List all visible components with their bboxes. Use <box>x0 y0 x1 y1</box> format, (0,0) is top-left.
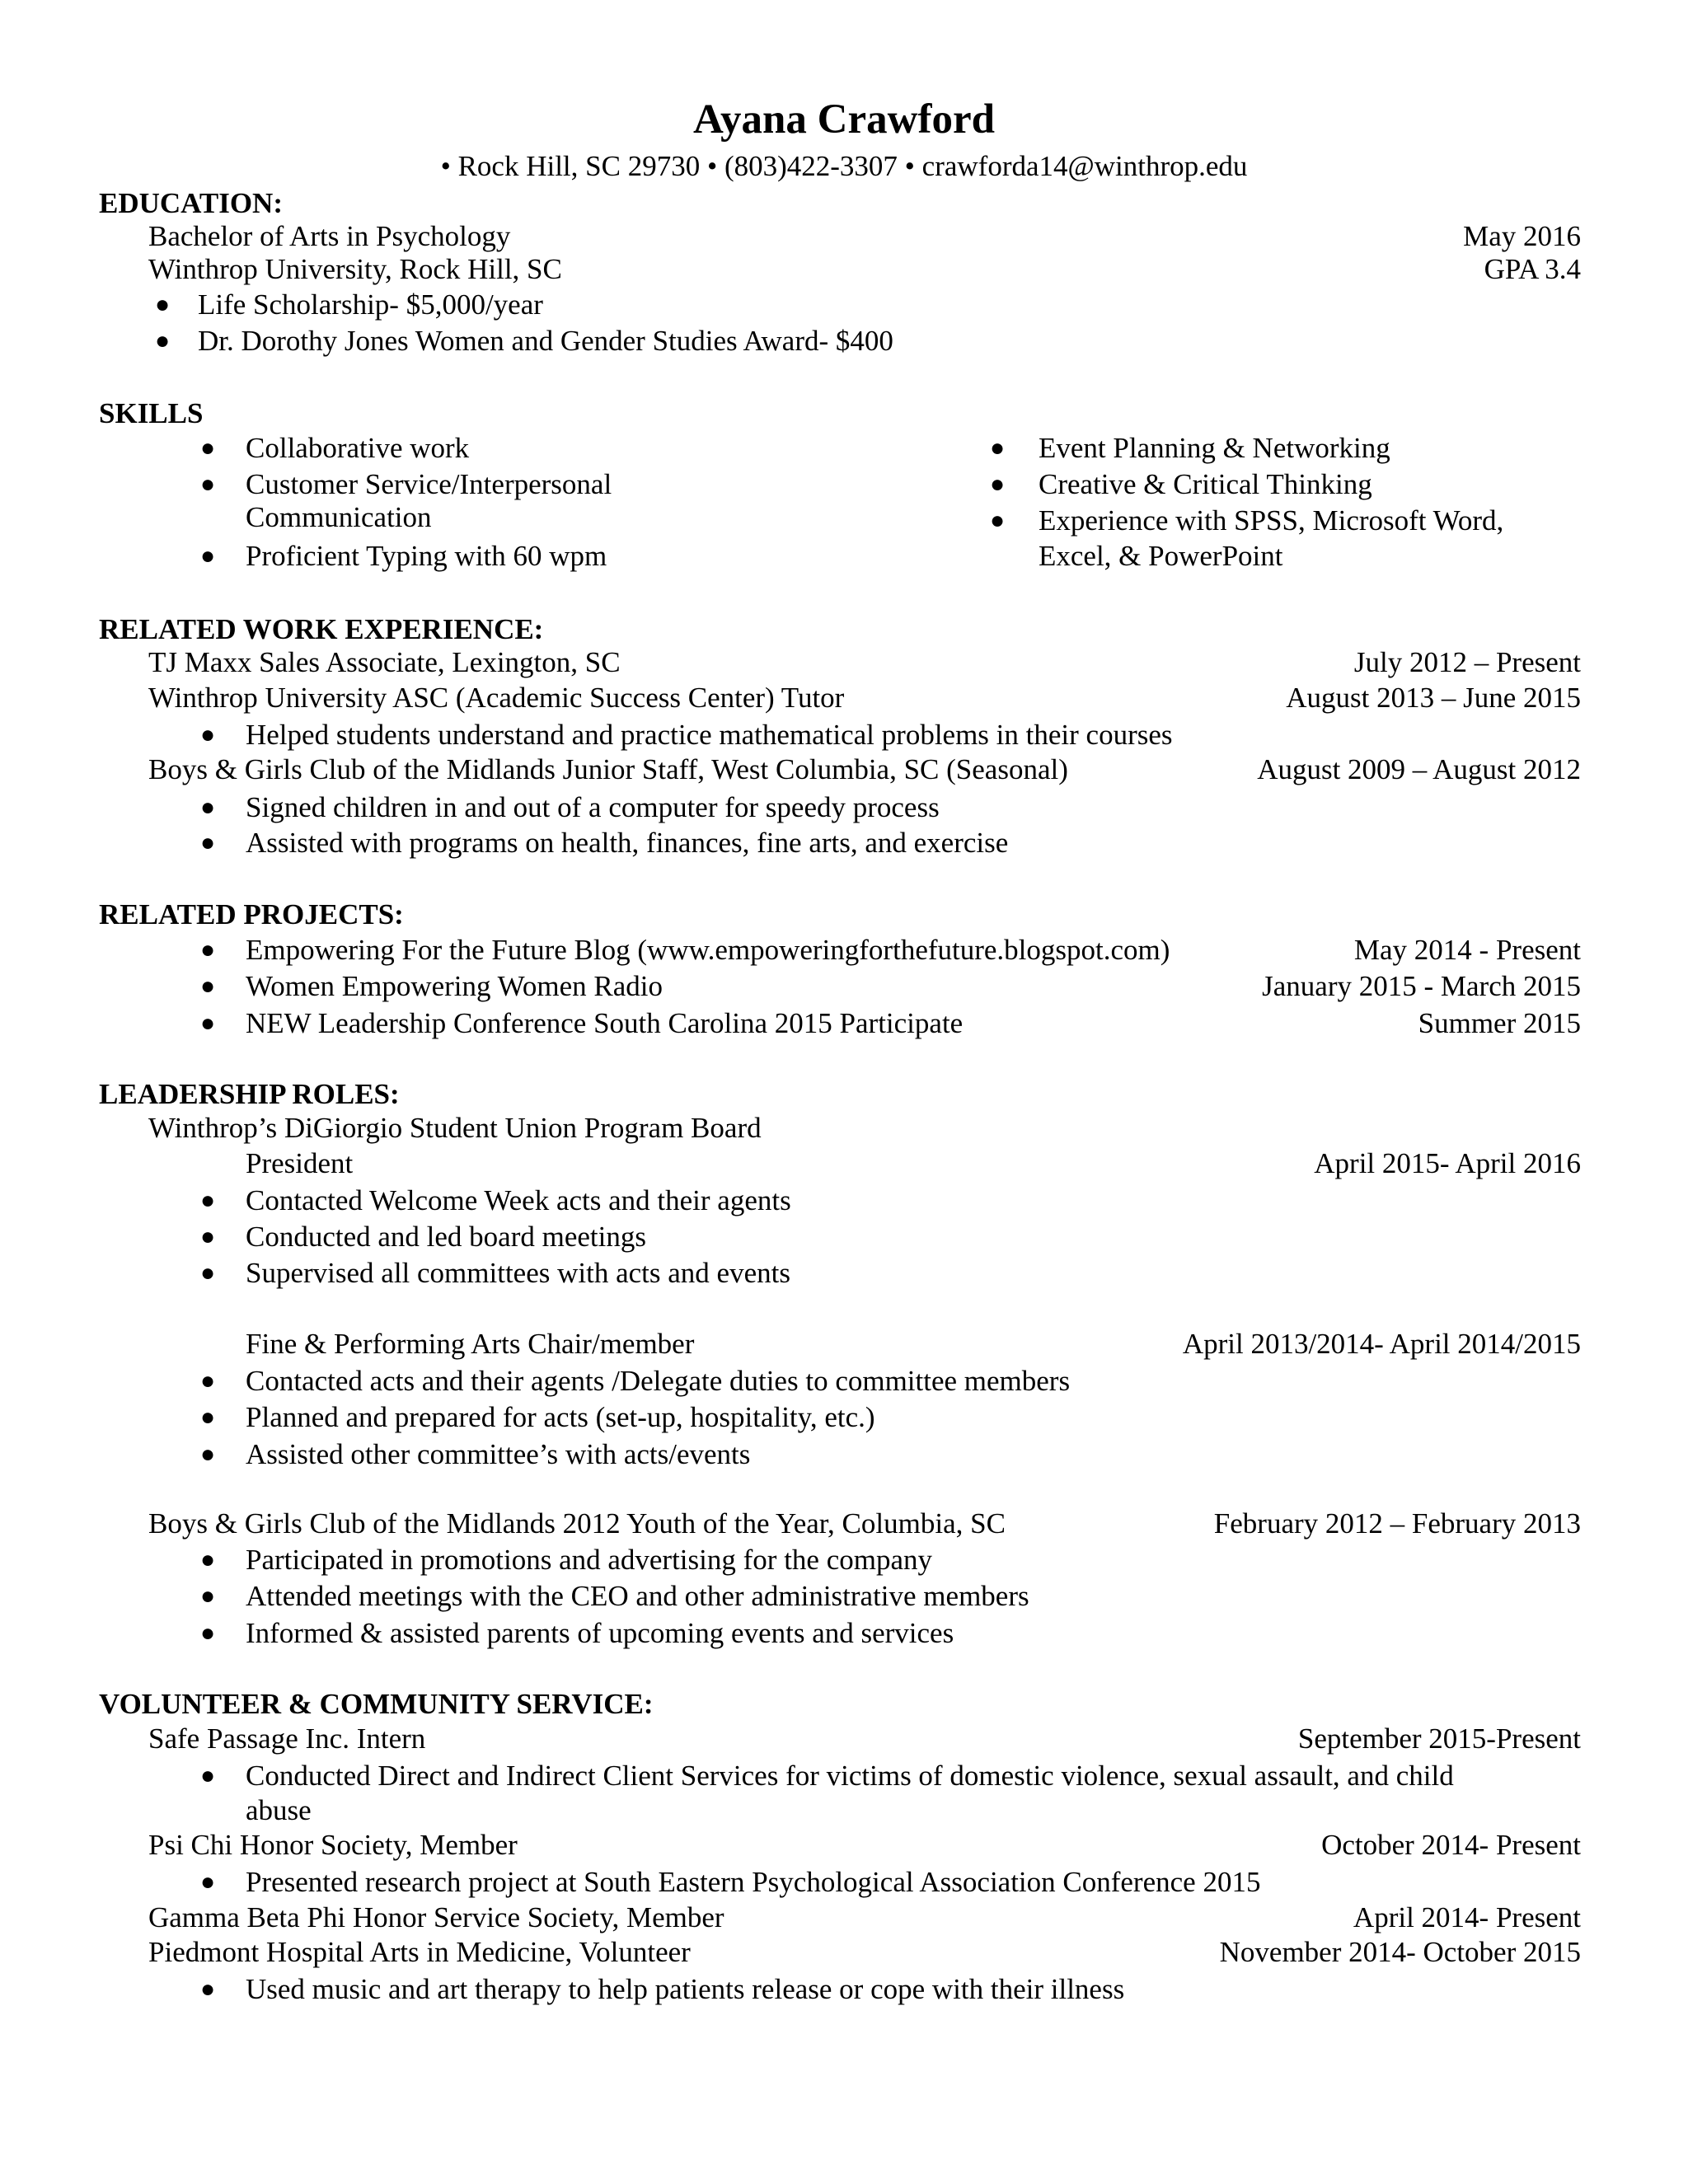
education-bullet: Dr. Dorothy Jones Women and Gender Studies Award- $400 <box>198 325 893 357</box>
education-bullet: Life Scholarship- $5,000/year <box>198 288 543 321</box>
work-heading: RELATED WORK EXPERIENCE: <box>99 613 544 645</box>
leadership-bullet: Assisted other committee’s with acts/events <box>246 1438 751 1470</box>
skill-item-continued: Communication <box>246 501 432 533</box>
volunteer-bullet: Conducted Direct and Indirect Client Services for victims of domestic violence, sexual assault, and child <box>246 1760 1454 1792</box>
project-date: Summer 2015 <box>1418 1007 1581 1039</box>
job-bullet: Helped students understand and practice mathematical problems in their courses <box>246 719 1173 751</box>
volunteer-bullet-continued: abuse <box>246 1794 312 1826</box>
bullet: ● <box>200 1762 216 1789</box>
project-date: May 2014 - Present <box>1353 934 1581 966</box>
bullet: ● <box>200 829 216 856</box>
project-item: Empowering For the Future Blog (www.empoweringforthefuture.blogspot.com) <box>246 934 1170 966</box>
volunteer-date: September 2015-Present <box>1297 1722 1581 1755</box>
project-item: Women Empowering Women Radio <box>246 970 663 1002</box>
education-heading: EDUCATION: <box>99 187 283 219</box>
projects-heading: RELATED PROJECTS: <box>99 898 404 930</box>
bullet: ● <box>990 507 1006 534</box>
skills-heading: SKILLS <box>99 397 204 429</box>
volunteer-org: Piedmont Hospital Arts in Medicine, Volunteer <box>148 1936 691 1968</box>
bullet: ● <box>200 1404 216 1431</box>
contact-line: • Rock Hill, SC 29730 • (803)422-3307 • crawforda14@winthrop.edu <box>440 150 1248 182</box>
leadership-bullet: Contacted Welcome Week acts and their agents <box>246 1184 791 1216</box>
skill-item: Proficient Typing with 60 wpm <box>246 540 607 572</box>
volunteer-org: Gamma Beta Phi Honor Service Society, Member <box>148 1901 724 1933</box>
leadership-bullet: Planned and prepared for acts (set-up, hospitality, etc.) <box>246 1401 875 1433</box>
leadership-bullet: Supervised all committees with acts and events <box>246 1257 790 1289</box>
bullet: ● <box>200 721 216 748</box>
leadership-bullet: Contacted acts and their agents /Delegate duties to committee members <box>246 1365 1071 1397</box>
bullet: ● <box>200 1010 216 1037</box>
project-date: January 2015 - March 2015 <box>1262 970 1581 1002</box>
job-title: Boys & Girls Club of the Midlands Junior Staff, West Columbia, SC (Seasonal) <box>148 753 1068 785</box>
job-date: August 2009 – August 2012 <box>1257 753 1581 785</box>
degree: Bachelor of Arts in Psychology <box>148 220 511 252</box>
bullet: ● <box>200 794 216 821</box>
job-title: Winthrop University ASC (Academic Success Center) Tutor <box>148 682 845 714</box>
bullet: ● <box>990 471 1006 498</box>
bullet: ● <box>200 1441 216 1468</box>
bullet: ● <box>155 327 171 354</box>
bullet: ● <box>200 1975 216 2003</box>
volunteer-org: Psi Chi Honor Society, Member <box>148 1829 518 1861</box>
skill-item: Creative & Critical Thinking <box>1039 468 1372 500</box>
leadership-bullet: Conducted and led board meetings <box>246 1221 646 1253</box>
leadership-date: February 2012 – February 2013 <box>1213 1507 1581 1540</box>
skill-item: Customer Service/Interpersonal <box>246 468 612 500</box>
bullet: ● <box>200 1187 216 1214</box>
job-date: August 2013 – June 2015 <box>1286 682 1581 714</box>
skill-item: Collaborative work <box>246 432 470 464</box>
leadership-date: April 2015- April 2016 <box>1314 1147 1581 1179</box>
job-date: July 2012 – Present <box>1353 646 1581 678</box>
bullet: ● <box>200 936 216 963</box>
volunteer-date: November 2014- October 2015 <box>1219 1936 1581 1968</box>
volunteer-date: October 2014- Present <box>1321 1829 1581 1861</box>
volunteer-bullet: Presented research project at South Eastern Psychological Association Conference 2015 <box>246 1866 1261 1898</box>
volunteer-heading: VOLUNTEER & COMMUNITY SERVICE: <box>99 1688 654 1720</box>
leadership-heading: LEADERSHIP ROLES: <box>99 1078 400 1110</box>
bullet: ● <box>155 291 171 318</box>
leadership-role: President <box>246 1147 354 1179</box>
degree-date: May 2016 <box>1463 220 1581 252</box>
bullet: ● <box>200 1546 216 1573</box>
bullet: ● <box>200 542 216 569</box>
bullet: ● <box>200 972 216 1000</box>
leadership-date: April 2013/2014- April 2014/2015 <box>1182 1328 1581 1360</box>
bullet: ● <box>990 434 1006 462</box>
job-bullet: Signed children in and out of a computer for speedy process <box>246 791 940 823</box>
resume-name: Ayana Crawford <box>693 96 995 143</box>
leadership-role: Fine & Performing Arts Chair/member <box>246 1328 695 1360</box>
volunteer-bullet: Used music and art therapy to help patients release or cope with their illness <box>246 1973 1125 2005</box>
bullet: ● <box>200 471 216 498</box>
bullet: ● <box>200 1582 216 1610</box>
bullet: ● <box>200 1223 216 1250</box>
volunteer-date: April 2014- Present <box>1353 1901 1581 1933</box>
leadership-bullet: Informed & assisted parents of upcoming events and services <box>246 1617 954 1649</box>
bullet: ● <box>200 1868 216 1896</box>
bullet: ● <box>200 1619 216 1647</box>
skill-item: Event Planning & Networking <box>1039 432 1390 464</box>
leadership-org: Boys & Girls Club of the Midlands 2012 Youth of the Year, Columbia, SC <box>148 1507 1006 1540</box>
bullet: ● <box>200 1367 216 1394</box>
skill-item-continued: Excel, & PowerPoint <box>1039 540 1283 572</box>
bullet: ● <box>200 434 216 462</box>
job-title: TJ Maxx Sales Associate, Lexington, SC <box>148 646 621 678</box>
leadership-bullet: Participated in promotions and advertising for the company <box>246 1544 932 1576</box>
gpa: GPA 3.4 <box>1484 253 1581 285</box>
volunteer-org: Safe Passage Inc. Intern <box>148 1722 426 1755</box>
project-item: NEW Leadership Conference South Carolina 2015 Participate <box>246 1007 964 1039</box>
leadership-org: Winthrop’s DiGiorgio Student Union Program Board <box>148 1112 762 1144</box>
job-bullet: Assisted with programs on health, finances, fine arts, and exercise <box>246 827 1009 859</box>
leadership-bullet: Attended meetings with the CEO and other administrative members <box>246 1580 1029 1612</box>
skill-item: Experience with SPSS, Microsoft Word, <box>1039 504 1504 537</box>
bullet: ● <box>200 1259 216 1286</box>
school: Winthrop University, Rock Hill, SC <box>148 253 562 285</box>
